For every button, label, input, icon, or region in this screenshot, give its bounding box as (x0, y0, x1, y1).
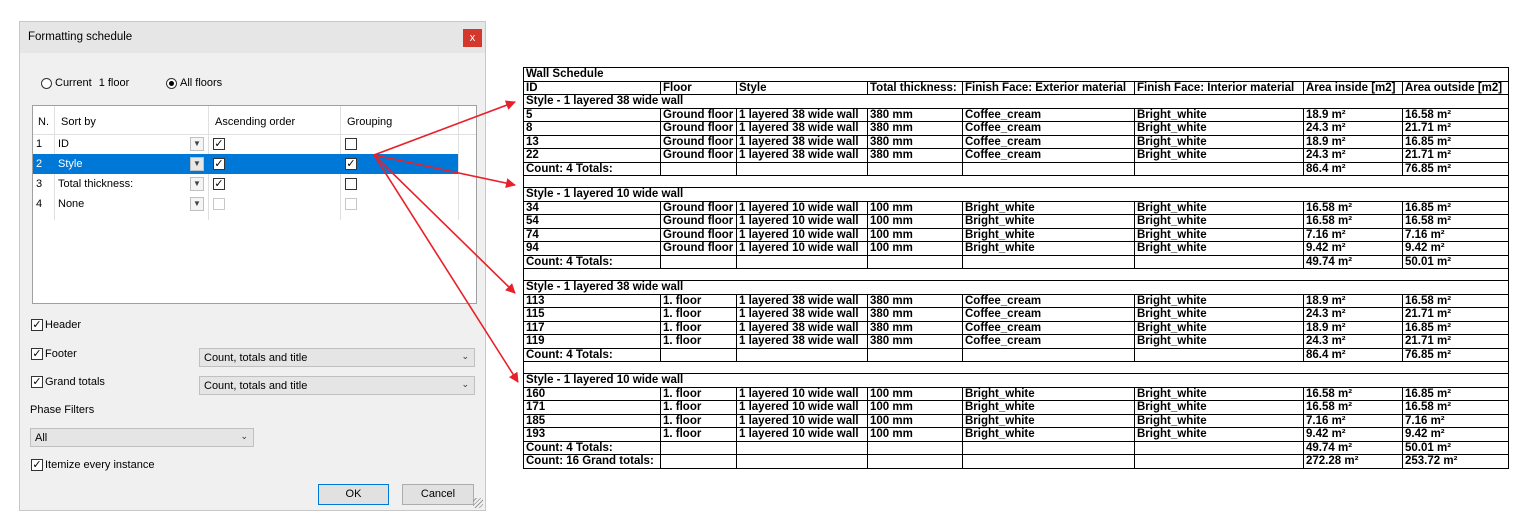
ascending-checkbox[interactable]: ✓ (214, 158, 224, 170)
table-cell: Ground floor (661, 215, 737, 229)
table-cell: 7.16 m² (1304, 228, 1403, 242)
empty-cell (661, 455, 737, 469)
table-cell: 18.9 m² (1304, 135, 1403, 149)
table-cell: 21.71 m² (1403, 335, 1509, 349)
group-footer-row (524, 348, 1509, 362)
table-cell: 9.42 m² (1304, 242, 1403, 256)
table-cell: 1 layered 10 wide wall (737, 428, 868, 442)
table-cell: 18.9 m² (1304, 294, 1403, 308)
table-cell: 74 (524, 228, 661, 242)
table-cell: 24.3 m² (1304, 308, 1403, 322)
ascending-checkbox[interactable]: ✓ (214, 178, 224, 190)
table-cell: 24.3 m² (1304, 335, 1403, 349)
empty-cell (1135, 255, 1304, 269)
table-cell: 16.58 m² (1403, 215, 1509, 229)
table-cell: 171 (524, 401, 661, 415)
table-row (524, 428, 1509, 442)
group-header-row (524, 188, 1509, 202)
col-header-grouping: Grouping (347, 116, 393, 128)
table-cell: 117 (524, 321, 661, 335)
group-header: Style - 1 layered 10 wide wall (524, 188, 1509, 202)
table-cell: Bright_white (1135, 387, 1304, 401)
chevron-down-icon: ⌄ (240, 431, 248, 441)
table-row (524, 201, 1509, 215)
table-cell: 380 mm (868, 294, 963, 308)
group-footer-label: Count: 4 Totals: (524, 441, 661, 455)
table-row (524, 122, 1509, 136)
table-cell: 1. floor (661, 387, 737, 401)
table-cell: 24.3 m² (1304, 149, 1403, 163)
table-cell: Bright_white (1135, 201, 1304, 215)
itemize-label: Itemize every instance (45, 459, 155, 471)
table-cell: 100 mm (868, 414, 963, 428)
empty-cell (963, 441, 1135, 455)
table-cell: 1. floor (661, 321, 737, 335)
table-cell: 7.16 m² (1403, 414, 1509, 428)
table-cell: Bright_white (1135, 242, 1304, 256)
chevron-down-icon[interactable]: ▼ (190, 197, 204, 211)
table-cell: Bright_white (1135, 135, 1304, 149)
table-cell: Bright_white (1135, 321, 1304, 335)
table-cell: 100 mm (868, 242, 963, 256)
empty-cell (963, 255, 1135, 269)
group-spacer-row (524, 269, 1509, 281)
sort-row-number: 4 (36, 198, 43, 210)
table-cell: Bright_white (1135, 122, 1304, 136)
table-row (524, 401, 1509, 415)
arrow-to-group-4 (374, 155, 518, 382)
table-cell: 21.71 m² (1403, 308, 1509, 322)
table-cell: 100 mm (868, 228, 963, 242)
table-cell: 16.58 m² (1403, 401, 1509, 415)
table-row (524, 149, 1509, 163)
group-total-inside: 86.4 m² (1304, 348, 1403, 362)
footer-select-value: Count, totals and title (204, 352, 308, 364)
table-cell: 1. floor (661, 308, 737, 322)
empty-cell (868, 162, 963, 176)
schedule-header-row (524, 81, 1509, 95)
table-cell: 18.9 m² (1304, 321, 1403, 335)
table-cell: Ground floor (661, 242, 737, 256)
table-cell: 16.85 m² (1403, 387, 1509, 401)
table-cell: 100 mm (868, 215, 963, 229)
current-floor-label: 1 floor (98, 77, 130, 89)
table-cell: 18.9 m² (1304, 108, 1403, 122)
table-cell: 113 (524, 294, 661, 308)
table-cell: 160 (524, 387, 661, 401)
table-cell: 9.42 m² (1304, 428, 1403, 442)
table-cell: Bright_white (963, 228, 1135, 242)
table-cell: 380 mm (868, 308, 963, 322)
table-cell: 1 layered 38 wide wall (737, 108, 868, 122)
group-header: Style - 1 layered 10 wide wall (524, 374, 1509, 388)
table-cell: 1 layered 38 wide wall (737, 122, 868, 136)
sort-row-number: 3 (36, 178, 43, 190)
group-total-inside: 49.74 m² (1304, 255, 1403, 269)
table-cell: 1 layered 10 wide wall (737, 215, 868, 229)
table-cell: 119 (524, 335, 661, 349)
column-header: Style (737, 81, 868, 95)
group-total-outside: 76.85 m² (1403, 348, 1509, 362)
table-cell: 8 (524, 122, 661, 136)
header-label: Header (45, 319, 82, 331)
footer-label: Footer (45, 348, 77, 360)
current-label: Current (55, 77, 92, 89)
table-row (524, 387, 1509, 401)
table-cell: 1 layered 10 wide wall (737, 201, 868, 215)
table-cell: 1 layered 10 wide wall (737, 401, 868, 415)
empty-cell (868, 455, 963, 469)
table-cell: 16.58 m² (1403, 294, 1509, 308)
table-cell: Bright_white (963, 215, 1135, 229)
table-cell: Coffee_cream (963, 308, 1135, 322)
ascending-checkbox[interactable]: ✓ (214, 138, 224, 150)
table-cell: 115 (524, 308, 661, 322)
table-cell: 13 (524, 135, 661, 149)
table-cell: 16.85 m² (1403, 135, 1509, 149)
empty-cell (963, 348, 1135, 362)
table-cell: Bright_white (1135, 335, 1304, 349)
table-row (524, 215, 1509, 229)
table-cell: Ground floor (661, 108, 737, 122)
table-cell: Bright_white (963, 414, 1135, 428)
group-total-outside: 50.01 m² (1403, 255, 1509, 269)
table-cell: 34 (524, 201, 661, 215)
table-cell: 100 mm (868, 387, 963, 401)
group-header-row (524, 281, 1509, 295)
table-cell: 1 layered 10 wide wall (737, 228, 868, 242)
table-cell: 1 layered 38 wide wall (737, 321, 868, 335)
table-cell: Coffee_cream (963, 321, 1135, 335)
chevron-down-icon[interactable]: ▼ (190, 177, 204, 191)
table-row (524, 414, 1509, 428)
table-cell: 1 layered 10 wide wall (737, 242, 868, 256)
table-cell: 193 (524, 428, 661, 442)
table-cell: 1. floor (661, 401, 737, 415)
table-cell: 24.3 m² (1304, 122, 1403, 136)
column-header: Area outside [m2] (1403, 81, 1509, 95)
table-cell: Coffee_cream (963, 149, 1135, 163)
empty-cell (868, 441, 963, 455)
group-header-row (524, 374, 1509, 388)
empty-cell (1135, 348, 1304, 362)
table-cell: 380 mm (868, 122, 963, 136)
column-header: Area inside [m2] (1304, 81, 1403, 95)
table-cell: 1. floor (661, 428, 737, 442)
empty-cell (737, 255, 868, 269)
table-cell: Bright_white (1135, 401, 1304, 415)
phase-filter-value: All (35, 432, 48, 444)
grand-total-outside: 253.72 m² (1403, 455, 1509, 469)
group-total-inside: 86.4 m² (1304, 162, 1403, 176)
empty-cell (1135, 455, 1304, 469)
table-cell: Bright_white (963, 201, 1135, 215)
table-cell: Ground floor (661, 201, 737, 215)
empty-cell (868, 348, 963, 362)
wall-schedule-table (523, 67, 1509, 469)
group-footer-label: Count: 4 Totals: (524, 348, 661, 362)
table-cell: 22 (524, 149, 661, 163)
schedule-title: Wall Schedule (524, 68, 1509, 82)
all-floors-label: All floors (180, 77, 223, 89)
empty-cell (963, 162, 1135, 176)
empty-cell (737, 348, 868, 362)
empty-cell (1135, 162, 1304, 176)
table-cell: 380 mm (868, 108, 963, 122)
phase-filters-label: Phase Filters (30, 404, 95, 416)
table-row (524, 294, 1509, 308)
ok-button[interactable]: OK (318, 484, 389, 505)
table-cell: 16.58 m² (1304, 215, 1403, 229)
table-cell: 94 (524, 242, 661, 256)
group-header: Style - 1 layered 38 wide wall (524, 281, 1509, 295)
grand-totals-select-value: Count, totals and title (204, 380, 308, 392)
column-header: Total thickness: (868, 81, 963, 95)
table-cell: 54 (524, 215, 661, 229)
table-cell: Bright_white (1135, 414, 1304, 428)
column-header: ID (524, 81, 661, 95)
column-header: Finish Face: Exterior material (963, 81, 1135, 95)
table-cell: 1 layered 38 wide wall (737, 135, 868, 149)
table-cell: Bright_white (1135, 149, 1304, 163)
spacer-cell (524, 269, 1509, 281)
table-row (524, 335, 1509, 349)
table-cell: 5 (524, 108, 661, 122)
empty-cell (868, 255, 963, 269)
table-cell: Bright_white (1135, 428, 1304, 442)
table-row (524, 321, 1509, 335)
empty-cell (963, 455, 1135, 469)
arrow-to-group-2 (374, 155, 515, 185)
group-total-inside: 49.74 m² (1304, 441, 1403, 455)
table-cell: 16.85 m² (1403, 321, 1509, 335)
arrow-to-group-1 (374, 102, 515, 155)
sort-by-value[interactable]: None (58, 198, 85, 210)
table-cell: 7.16 m² (1304, 414, 1403, 428)
spacer-cell (524, 362, 1509, 374)
grouping-checkbox[interactable]: ✓ (346, 158, 356, 170)
empty-cell (661, 162, 737, 176)
grand-total-inside: 272.28 m² (1304, 455, 1403, 469)
arrow-to-group-3 (374, 155, 515, 293)
table-row (524, 228, 1509, 242)
table-cell: 380 mm (868, 135, 963, 149)
table-cell: 380 mm (868, 149, 963, 163)
close-button[interactable]: x (463, 29, 482, 47)
empty-cell (1135, 441, 1304, 455)
group-total-outside: 50.01 m² (1403, 441, 1509, 455)
table-cell: Bright_white (963, 387, 1135, 401)
group-spacer-row (524, 362, 1509, 374)
col-header-sort-by: Sort by (61, 116, 96, 128)
empty-cell (737, 162, 868, 176)
table-cell: 16.85 m² (1403, 201, 1509, 215)
table-cell: Coffee_cream (963, 135, 1135, 149)
grand-totals-checkbox[interactable]: ✓ (32, 376, 42, 388)
chevron-down-icon: ⌄ (461, 379, 469, 389)
table-cell: Bright_white (1135, 308, 1304, 322)
schedule-title-row (524, 68, 1509, 82)
group-header-row (524, 95, 1509, 109)
table-cell: 16.58 m² (1304, 401, 1403, 415)
empty-cell (661, 255, 737, 269)
table-cell: Bright_white (963, 401, 1135, 415)
chevron-down-icon[interactable]: ▼ (190, 137, 204, 151)
table-cell: 1 layered 10 wide wall (737, 387, 868, 401)
table-cell: 16.58 m² (1403, 108, 1509, 122)
table-cell: 380 mm (868, 321, 963, 335)
dialog-title: Formatting schedule (28, 31, 133, 43)
table-cell: Coffee_cream (963, 294, 1135, 308)
table-cell: 1 layered 38 wide wall (737, 335, 868, 349)
footer-checkbox[interactable]: ✓ (32, 348, 42, 360)
table-cell: 21.71 m² (1403, 149, 1509, 163)
spacer-cell (524, 176, 1509, 188)
table-cell: 9.42 m² (1403, 242, 1509, 256)
table-cell: 380 mm (868, 335, 963, 349)
header-checkbox[interactable]: ✓ (32, 319, 42, 331)
empty-cell (661, 348, 737, 362)
sort-by-value[interactable]: ID (58, 138, 69, 150)
table-cell: Bright_white (963, 242, 1135, 256)
chevron-down-icon[interactable]: ▼ (190, 157, 204, 171)
group-footer-label: Count: 4 Totals: (524, 255, 661, 269)
table-cell: Ground floor (661, 228, 737, 242)
itemize-checkbox[interactable]: ✓ (32, 459, 42, 471)
empty-cell (737, 441, 868, 455)
table-cell: Bright_white (1135, 215, 1304, 229)
table-cell: 1 layered 38 wide wall (737, 149, 868, 163)
table-cell: 100 mm (868, 201, 963, 215)
grand-total-row (524, 455, 1509, 469)
col-header-ascending: Ascending order (215, 116, 296, 128)
table-cell: Bright_white (963, 428, 1135, 442)
table-cell: Bright_white (1135, 108, 1304, 122)
group-footer-row (524, 441, 1509, 455)
column-header: Floor (661, 81, 737, 95)
chevron-down-icon: ⌄ (461, 351, 469, 361)
empty-cell (737, 455, 868, 469)
table-cell: 21.71 m² (1403, 122, 1509, 136)
sort-row-number: 2 (36, 158, 43, 170)
table-cell: 16.58 m² (1304, 387, 1403, 401)
table-cell: 16.58 m² (1304, 201, 1403, 215)
table-cell: 1 layered 38 wide wall (737, 294, 868, 308)
table-cell: 1 layered 10 wide wall (737, 414, 868, 428)
group-spacer-row (524, 176, 1509, 188)
table-cell: Ground floor (661, 135, 737, 149)
sort-by-value[interactable]: Total thickness: (58, 178, 134, 190)
table-cell: Coffee_cream (963, 122, 1135, 136)
table-cell: 1. floor (661, 414, 737, 428)
empty-cell (661, 441, 737, 455)
col-header-n: N. (38, 116, 49, 128)
sort-row-number: 1 (36, 138, 43, 150)
table-row (524, 108, 1509, 122)
group-header: Style - 1 layered 38 wide wall (524, 95, 1509, 109)
table-cell: 100 mm (868, 401, 963, 415)
table-cell: 1 layered 38 wide wall (737, 308, 868, 322)
table-cell: 1. floor (661, 335, 737, 349)
table-cell: Bright_white (1135, 294, 1304, 308)
table-cell: 9.42 m² (1403, 428, 1509, 442)
grand-total-label: Count: 16 Grand totals: (524, 455, 661, 469)
table-row (524, 242, 1509, 256)
table-cell: Coffee_cream (963, 335, 1135, 349)
table-cell: 100 mm (868, 428, 963, 442)
table-cell: Ground floor (661, 149, 737, 163)
column-header: Finish Face: Interior material (1135, 81, 1304, 95)
group-total-outside: 76.85 m² (1403, 162, 1509, 176)
cancel-button[interactable]: Cancel (402, 484, 474, 505)
table-cell: 185 (524, 414, 661, 428)
grand-totals-label: Grand totals (45, 376, 105, 388)
group-footer-row (524, 255, 1509, 269)
group-footer-label: Count: 4 Totals: (524, 162, 661, 176)
table-cell: Ground floor (661, 122, 737, 136)
group-footer-row (524, 162, 1509, 176)
sort-by-value[interactable]: Style (58, 158, 83, 170)
table-cell: 7.16 m² (1403, 228, 1509, 242)
table-cell: Bright_white (1135, 228, 1304, 242)
table-row (524, 135, 1509, 149)
table-cell: Coffee_cream (963, 108, 1135, 122)
table-cell: 1. floor (661, 294, 737, 308)
table-row (524, 308, 1509, 322)
